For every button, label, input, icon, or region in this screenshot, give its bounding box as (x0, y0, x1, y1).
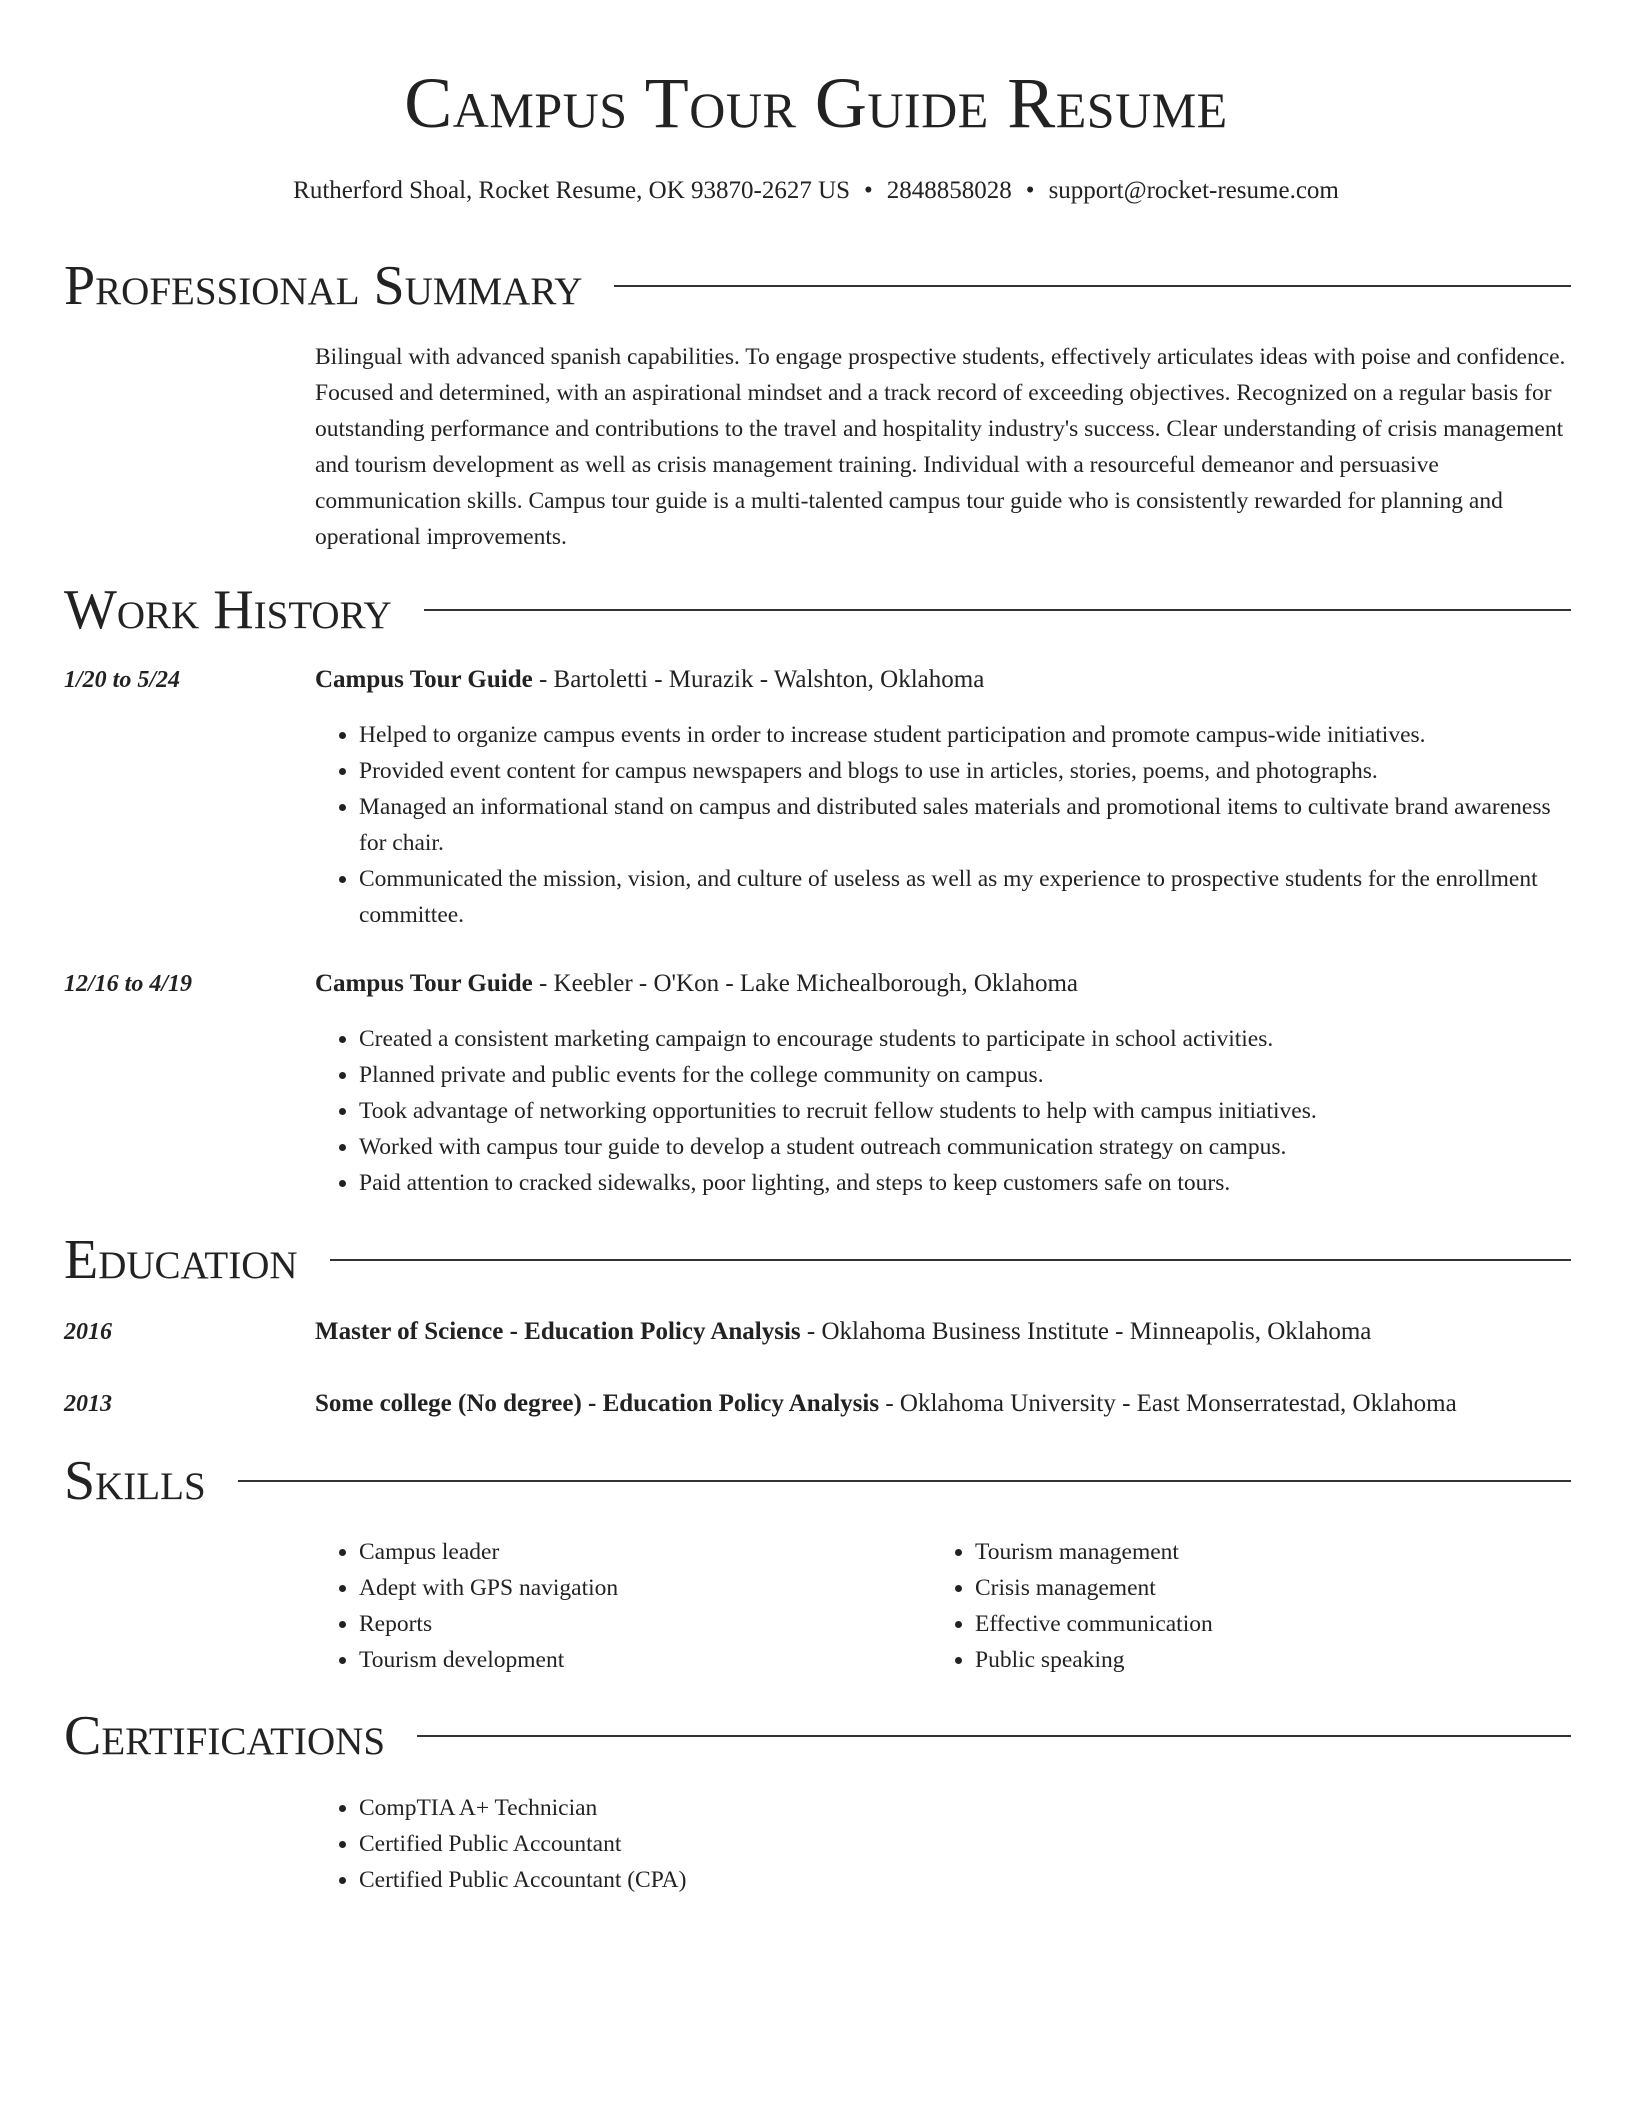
job-dates: 12/16 to 4/19 (64, 971, 193, 997)
job-title: Campus Tour Guide (315, 666, 533, 693)
certification-item: • Certified Public Accountant (359, 1826, 1159, 1862)
list-item: • Planned private and public events for the college community on campus. (359, 1057, 1599, 1093)
job-dates: 1/20 to 5/24 (64, 667, 181, 693)
summary-text: Bilingual with advanced spanish capabilities. To engage prospective students, effectively articulates ideas with poise and confidence. Focused and determined, with an aspirational mindset and a track record of exceeding objectives. Recognized on a regular basis for outstanding performance and contributions to the travel and hospitality industry's success. Clear understanding of crisis management and tourism development as well as crisis management training. Individual with a resourceful demeanor and persuasive communication skills. Campus tour guide is a multi-talented campus tour guide who is consistently rewarded for planning and operational improvements. (315, 344, 1566, 550)
section-divider (614, 285, 1571, 287)
skill-item: • Tourism management (975, 1534, 1575, 1570)
section-title-education: Education (64, 1229, 298, 1291)
list-item: • Communicated the mission, vision, and culture of useless as well as my experience to prospective students for the enrollment committee. (359, 861, 1559, 933)
education-year: 2013 (64, 1391, 112, 1417)
resume-title: Campus Tour Guide Resume (404, 63, 1228, 143)
certification-item: • CompTIA A+ Technician (359, 1790, 1159, 1826)
list-item: • Worked with campus tour guide to develop a student outreach communication strategy on campus. (359, 1129, 1599, 1165)
education-entry (315, 1316, 1371, 1348)
section-divider (424, 609, 1571, 611)
education-school: - Oklahoma Business Institute - Minneapolis, Oklahoma (800, 1318, 1372, 1345)
skills-list-left (315, 1534, 919, 1678)
list-item: • Helped to organize campus events in order to increase student participation and promote campus-wide initiatives. (359, 717, 1559, 753)
job-employer: - Bartoletti - Murazik - Walshton, Oklahoma (532, 666, 985, 693)
skill-item: • Campus leader (359, 1534, 919, 1570)
education-degree: Master of Science - Education Policy Analysis (315, 1318, 801, 1345)
section-header-certifications (64, 1706, 1571, 1766)
contact-separator: • (1025, 177, 1035, 204)
skill-item: • Crisis management (975, 1570, 1575, 1606)
section-divider (330, 1259, 1571, 1261)
list-item: • Paid attention to cracked sidewalks, poor lighting, and steps to keep customers safe on tours. (359, 1165, 1599, 1201)
job-title: Campus Tour Guide (315, 970, 533, 997)
section-divider (238, 1480, 1571, 1482)
job-heading (315, 664, 984, 696)
list-item: • Provided event content for campus newspapers and blogs to use in articles, stories, poems, and photographs. (359, 753, 1559, 789)
contact-address: Rutherford Shoal, Rocket Resume, OK 93870-2627 US (293, 177, 851, 204)
contact-phone: 2848858028 (886, 177, 1012, 204)
job-employer: - Keebler - O'Kon - Lake Michealborough, Oklahoma (532, 970, 1078, 997)
contact-separator: • (864, 177, 873, 204)
section-title-summary: Professional Summary (64, 255, 583, 317)
certification-item: • Certified Public Accountant (CPA) (359, 1862, 1159, 1898)
skill-item: • Public speaking (975, 1642, 1575, 1678)
section-divider (417, 1735, 1571, 1737)
section-title-skills: Skills (64, 1450, 206, 1512)
job-bullets (315, 1021, 1599, 1201)
section-header-skills (64, 1451, 1571, 1511)
job-bullets (315, 717, 1559, 933)
section-header-summary (64, 256, 1571, 316)
skill-item: • Tourism development (359, 1642, 919, 1678)
list-item: • Took advantage of networking opportunities to recruit fellow students to help with campus initiatives. (359, 1093, 1599, 1129)
education-entry (315, 1388, 1457, 1420)
section-title-work-history: Work History (64, 579, 392, 641)
contact-email: support@rocket-resume.com (1048, 177, 1339, 204)
education-degree: Some college (No degree) - Education Policy Analysis (315, 1390, 880, 1417)
education-year: 2016 (64, 1319, 112, 1345)
skill-item: • Reports (359, 1606, 919, 1642)
job-heading (315, 968, 1078, 1000)
section-title-certifications: Certifications (64, 1705, 386, 1767)
skill-item: • Effective communication (975, 1606, 1575, 1642)
section-header-work-history (64, 580, 1571, 640)
contact-line (0, 175, 1632, 207)
section-header-education (64, 1230, 1571, 1290)
skill-item: • Adept with GPS navigation (359, 1570, 919, 1606)
education-school: - Oklahoma University - East Monserratestad, Oklahoma (879, 1390, 1457, 1417)
certifications-list (315, 1790, 1159, 1898)
list-item: • Created a consistent marketing campaign to encourage students to participate in school activities. (359, 1021, 1599, 1057)
list-item: • Managed an informational stand on campus and distributed sales materials and promotional items to cultivate brand awareness for chair. (359, 789, 1559, 861)
skills-list-right (931, 1534, 1575, 1678)
